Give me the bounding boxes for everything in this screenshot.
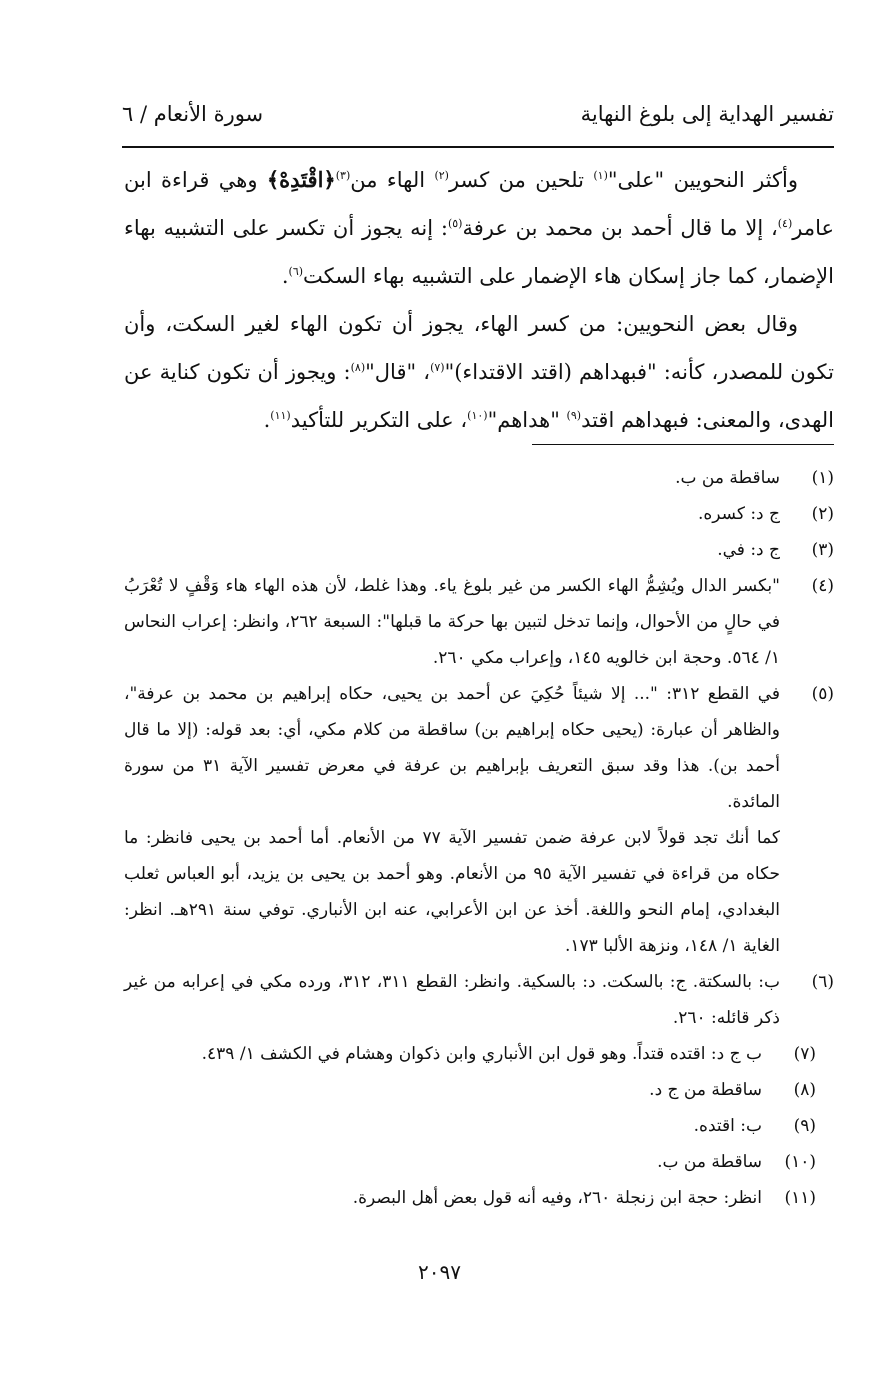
text-run: : ويجوز أن تكون كناية عن الهدى، والمعنى: فبهداهم اقتد [124,360,834,432]
text-run: . [263,408,271,432]
footnote-text: ب: بالسكتة. ج: بالسكت. د: بالسكية. وانظر: القطع ٣١١، ٣١٢، ورده مكي في إعرابه من غير ذكر قائله: ٢٦٠. [124,972,781,1028]
footnote-ref-9: (٩) [566,409,582,422]
footnote-number: (٥) [811,684,834,704]
footnote-ref-10: (١٠) [467,409,488,422]
main-text [124,156,834,444]
footnote-5 [124,676,834,820]
footnote-6 [124,964,834,1036]
footnote-text: ساقطة من ب. [657,1152,762,1172]
book-title: تفسير الهداية إلى بلوغ النهاية [580,102,834,126]
footnote-number: (١٠) [784,1152,816,1172]
footnote-1 [124,460,834,496]
header-rule [122,146,834,148]
footnote-9 [124,1108,834,1144]
footnote-number: (٧) [793,1044,816,1064]
footnote-number: (١١) [784,1188,816,1208]
text-run: ، إلا ما قال أحمد بن محمد بن عرفة [462,216,778,240]
text-run: . [281,264,289,288]
footnote-number: (٤) [811,576,834,596]
footnote-number: (٦) [811,972,834,992]
page-number: ٢٠٩٧ [418,1260,461,1284]
footnote-11 [124,1180,834,1216]
quran-quote: ﴿اقْتَدِهْ﴾ [266,167,336,192]
footnote-ref-5: (٥) [447,217,463,230]
text-run: وقال بعض النحويين: من كسر الهاء، يجوز أن تكون الهاء لغير السكت، وأن تكون للمصدر، كأنه: "فبهداهم (اقتد الاقتداء)" [124,312,834,384]
text-run: : إنه يجوز أن تكسر على التشبيه بهاء الإضمار، كما جاز إسكان هاء الإضمار على التشبيه بهاء السكت [124,216,834,288]
footnote-text: في القطع ٣١٢: "... إلا شيئاً حُكِيَ عن أحمد بن يحيى، حكاه إبراهيم بن محمد بن عرفة"، والظاهر أن عبارة: (يحيى حكاه إبراهيم بن) ساقطة من كلام مكي، أي: بعد قوله: (إلا ما قال أحمد بن). هذا وقد سبق التعريف بإبراهيم بن عرفة في معرض تفسير الآية ٣١ من سورة المائدة. [124,684,780,812]
footnote-3 [124,532,834,568]
text-run: وهي قراءة ابن عامر [124,168,834,240]
footnotes [124,460,834,1216]
text-run: "هداهم" [487,408,567,432]
footnote-text: كما أنك تجد قولاً لابن عرفة ضمن تفسير الآية ٧٧ من الأنعام. أما أحمد بن يحيى فانظر: ما حكاه من قراءة في تفسير الآية ٩٥ من الأنعام. وهو أحمد بن يحيى بن يزيد، أبو العباس ثعلب البغدادي، إمام النحو واللغة. أخذ عن ابن الأعرابي، عنه ابن الأنباري. توفي سنة ٢٩١هـ. انظر: الغاية ١/ ١٤٨، ونزهة الألبا ١٧٣. [124,828,780,956]
footnote-number: (١) [811,468,834,488]
footnote-number: (٢) [811,504,834,524]
footnote-text: ساقطة من ب. [675,468,780,488]
text-run: الهاء من [350,168,435,192]
footnote-text: ج د: كسره. [697,504,780,524]
footnote-number: (٣) [811,540,834,560]
footnote-text: ب ج د: اقتده قتداً. وهو قول ابن الأنباري وابن ذكوان وهشام في الكشف ١/ ٤٣٩. [201,1044,762,1064]
footnote-ref-4: (٤) [777,217,793,230]
footnote-number: (٨) [793,1080,816,1100]
footnote-5-continuation [124,820,834,964]
footnote-text: ساقطة من ج د. [649,1080,762,1100]
footnote-8 [124,1072,834,1108]
footnote-ref-1: (١) [593,169,608,182]
footnote-text: ج د: في. [717,540,780,560]
running-header [122,98,834,142]
paragraph-2 [124,300,834,444]
footnote-number: (٩) [793,1116,816,1136]
footnote-ref-6: (٦) [288,265,304,278]
text-run: تلحين من كسر [448,168,594,192]
footnote-2 [124,496,834,532]
footnote-7 [124,1036,834,1072]
footnote-text: ب: اقتده. [693,1116,762,1136]
footnote-ref-2: (٢) [434,169,449,182]
surah-reference: سورة الأنعام / ٦ [122,102,264,126]
footnote-text: "بكسر الدال ويُشِمُّ الهاء الكسر من غير بلوغ ياء. وهذا غلط، لأن هذه الهاء هاء وَقْفٍ لا تُعْرَبُ في حالٍ من الأحوال، وإنما تدخل لتبين بها حركة ما قبلها": السبعة ٢٦٢، وانظر: إعراب النحاس ١/ ٥٦٤. وحجة ابن خالويه ١٤٥، وإعراب مكي ٢٦٠. [124,576,780,668]
footnote-4 [124,568,834,676]
footnote-ref-11: (١١) [270,409,291,422]
footnote-10 [124,1144,834,1180]
text-run: ، على التكرير للتأكيد [290,408,468,432]
text-run: وأكثر النحويين "على" [607,168,798,192]
footnote-text: انظر: حجة ابن زنجلة ٢٦٠، وفيه أنه قول بعض أهل البصرة. [352,1188,762,1208]
footnote-ref-8: (٨) [350,361,366,374]
footnote-separator [532,444,834,445]
footnote-ref-7: (٧) [430,361,445,374]
paragraph-1 [124,156,834,300]
footnote-ref-3: (٣) [335,169,351,182]
text-run: ، "قال" [365,360,431,384]
